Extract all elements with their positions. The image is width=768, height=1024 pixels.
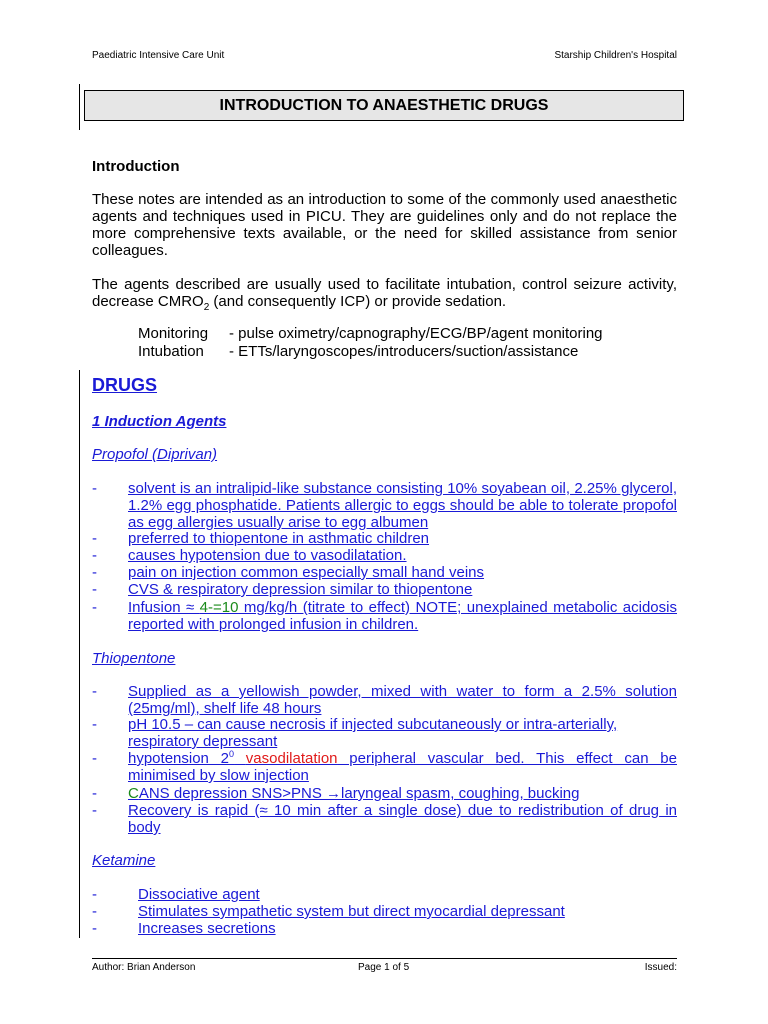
list-item: - Supplied as a yellowish powder, mixed with water to form a 2.5% solution (25mg/ml), shelf life 48 hours xyxy=(92,683,677,717)
list-item: - hypotension $2^0$ vasodilatation peripheral vascular bed. This effect can be minimised by slow injection xyxy=(92,749,677,784)
thiopentone-heading: Thiopentone xyxy=(92,650,176,667)
list-item: - pain on injection common especially small hand veins xyxy=(92,564,485,581)
list-item: - preferred to thiopentone in asthmatic children xyxy=(92,530,430,547)
intro-paragraph-2: The agents described are usually used to facilitate intubation, control seizure activity, decrease $CMRO_2$ (and consequently ICP) or provide sedation. xyxy=(92,276,677,313)
list-item: - Dissociative agent xyxy=(92,886,260,903)
page-title: INTRODUCTION TO ANAESTHETIC DRUGS xyxy=(84,90,684,121)
change-bar xyxy=(79,370,80,938)
list-item: - CVS & respiratory depression similar to thiopentone xyxy=(92,581,473,598)
header-hospital: Starship Children's Hospital xyxy=(554,50,677,61)
intubation-value: - ETTs/laryngoscopes/introducers/suction/assistance xyxy=(229,343,579,360)
footer-page-number: Page 1 of 5 xyxy=(358,962,410,973)
monitoring-value: - pulse oximetry/capnography/ECG/BP/agent monitoring xyxy=(229,325,603,342)
list-item: - Recovery is rapid (≈ 10 min after a single dose) due to redistribution of drug in body xyxy=(92,802,677,836)
intro-paragraph-1: These notes are intended as an introduction to some of the commonly used anaesthetic agents and techniques used in PICU. They are guidelines only and do not replace the more comprehensive texts available, or the need for skilled assistance from senior colleagues. xyxy=(92,191,677,259)
header-unit: Paediatric Intensive Care Unit xyxy=(92,50,225,61)
ketamine-heading: Ketamine xyxy=(92,852,156,869)
list-item: - CANS depression SNS>PNS →laryngeal spasm, coughing, bucking xyxy=(92,785,580,802)
propofol-heading: Propofol (Diprivan) xyxy=(92,446,218,463)
intro-heading: Introduction xyxy=(92,158,180,175)
intubation-label: Intubation xyxy=(138,343,204,360)
footer-rule xyxy=(92,958,677,959)
change-bar xyxy=(79,84,80,130)
section-induction-agents: 1 Induction Agents xyxy=(92,413,227,430)
monitoring-label: Monitoring xyxy=(138,325,209,342)
list-item: - causes hypotension due to vasodilatation. xyxy=(92,547,407,564)
list-item: - solvent is an intralipid-like substance consisting 10% soyabean oil, 2.25% glycerol, 1.2% egg phosphatide. Patients allergic to eggs should be able to tolerate propofol as egg allergies usually arise to egg albumen xyxy=(92,480,677,531)
list-item: - Increases secretions xyxy=(92,920,276,937)
footer-author: Author: Brian Anderson xyxy=(92,962,196,973)
list-item: - Infusion ≈ 4-=10 mg/kg/h (titrate to effect) NOTE; unexplained metabolic acidosis reported with prolonged infusion in children. xyxy=(92,599,677,633)
drugs-heading: DRUGS xyxy=(92,375,158,395)
list-item: - pH 10.5 – can cause necrosis if injected subcutaneously or intra-arterially, respiratory depressant xyxy=(92,716,618,750)
list-item: - Stimulates sympathetic system but direct myocardial depressant xyxy=(92,903,565,920)
footer-issued: Issued: xyxy=(644,962,677,973)
